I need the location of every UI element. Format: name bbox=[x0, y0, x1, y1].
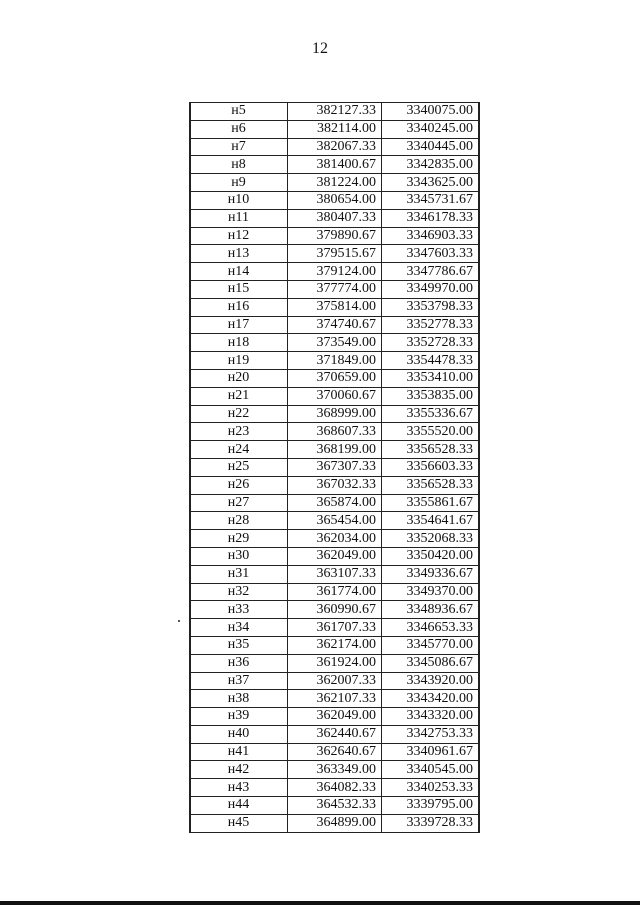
x-coordinate-cell: 370659.00 bbox=[288, 369, 382, 387]
y-coordinate-cell: 3340253.33 bbox=[382, 779, 480, 797]
point-id-cell: н6 bbox=[190, 120, 288, 138]
point-id-cell: н37 bbox=[190, 672, 288, 690]
table-row bbox=[190, 156, 479, 174]
table-row bbox=[190, 191, 479, 209]
x-coordinate-cell: 373549.00 bbox=[288, 334, 382, 352]
x-coordinate-cell: 382067.33 bbox=[288, 138, 382, 156]
point-id-cell: н7 bbox=[190, 138, 288, 156]
y-coordinate-cell: 3340445.00 bbox=[382, 138, 480, 156]
x-coordinate-cell: 374740.67 bbox=[288, 316, 382, 334]
x-coordinate-cell: 379515.67 bbox=[288, 245, 382, 263]
scan-speck bbox=[178, 620, 180, 622]
table-row bbox=[190, 601, 479, 619]
point-id-cell: н11 bbox=[190, 209, 288, 227]
y-coordinate-cell: 3352728.33 bbox=[382, 334, 480, 352]
y-coordinate-cell: 3343320.00 bbox=[382, 708, 480, 726]
point-id-cell: н14 bbox=[190, 263, 288, 281]
x-coordinate-cell: 382114.00 bbox=[288, 120, 382, 138]
point-id-cell: н20 bbox=[190, 369, 288, 387]
point-id-cell: н16 bbox=[190, 298, 288, 316]
y-coordinate-cell: 3342753.33 bbox=[382, 725, 480, 743]
point-id-cell: н32 bbox=[190, 583, 288, 601]
x-coordinate-cell: 379890.67 bbox=[288, 227, 382, 245]
x-coordinate-cell: 362049.00 bbox=[288, 547, 382, 565]
table-row bbox=[190, 369, 479, 387]
point-id-cell: н22 bbox=[190, 405, 288, 423]
x-coordinate-cell: 381224.00 bbox=[288, 174, 382, 192]
y-coordinate-cell: 3353835.00 bbox=[382, 387, 480, 405]
x-coordinate-cell: 363349.00 bbox=[288, 761, 382, 779]
y-coordinate-cell: 3339728.33 bbox=[382, 814, 480, 832]
point-id-cell: н12 bbox=[190, 227, 288, 245]
table-row bbox=[190, 761, 479, 779]
x-coordinate-cell: 365454.00 bbox=[288, 512, 382, 530]
point-id-cell: н34 bbox=[190, 619, 288, 637]
coordinates-table-body bbox=[190, 103, 479, 833]
y-coordinate-cell: 3350420.00 bbox=[382, 547, 480, 565]
x-coordinate-cell: 377774.00 bbox=[288, 280, 382, 298]
y-coordinate-cell: 3354641.67 bbox=[382, 512, 480, 530]
table-row bbox=[190, 636, 479, 654]
point-id-cell: н36 bbox=[190, 654, 288, 672]
x-coordinate-cell: 364082.33 bbox=[288, 779, 382, 797]
scan-bottom-edge bbox=[0, 901, 640, 905]
point-id-cell: н38 bbox=[190, 690, 288, 708]
x-coordinate-cell: 362049.00 bbox=[288, 708, 382, 726]
table-row bbox=[190, 174, 479, 192]
point-id-cell: н28 bbox=[190, 512, 288, 530]
y-coordinate-cell: 3346903.33 bbox=[382, 227, 480, 245]
x-coordinate-cell: 368199.00 bbox=[288, 441, 382, 459]
y-coordinate-cell: 3340961.67 bbox=[382, 743, 480, 761]
table-row bbox=[190, 814, 479, 832]
y-coordinate-cell: 3356528.33 bbox=[382, 441, 480, 459]
x-coordinate-cell: 362174.00 bbox=[288, 636, 382, 654]
table-row bbox=[190, 263, 479, 281]
point-id-cell: н31 bbox=[190, 565, 288, 583]
y-coordinate-cell: 3349336.67 bbox=[382, 565, 480, 583]
y-coordinate-cell: 3356603.33 bbox=[382, 458, 480, 476]
y-coordinate-cell: 3349370.00 bbox=[382, 583, 480, 601]
y-coordinate-cell: 3345731.67 bbox=[382, 191, 480, 209]
x-coordinate-cell: 370060.67 bbox=[288, 387, 382, 405]
x-coordinate-cell: 365874.00 bbox=[288, 494, 382, 512]
x-coordinate-cell: 362107.33 bbox=[288, 690, 382, 708]
x-coordinate-cell: 381400.67 bbox=[288, 156, 382, 174]
y-coordinate-cell: 3354478.33 bbox=[382, 352, 480, 370]
point-id-cell: н25 bbox=[190, 458, 288, 476]
point-id-cell: н17 bbox=[190, 316, 288, 334]
x-coordinate-cell: 368607.33 bbox=[288, 423, 382, 441]
table-row bbox=[190, 441, 479, 459]
table-row bbox=[190, 458, 479, 476]
point-id-cell: н40 bbox=[190, 725, 288, 743]
table-row bbox=[190, 797, 479, 815]
y-coordinate-cell: 3347603.33 bbox=[382, 245, 480, 263]
table-row bbox=[190, 227, 479, 245]
table-row bbox=[190, 387, 479, 405]
x-coordinate-cell: 361924.00 bbox=[288, 654, 382, 672]
table-row bbox=[190, 298, 479, 316]
table-row bbox=[190, 619, 479, 637]
point-id-cell: н35 bbox=[190, 636, 288, 654]
table-row bbox=[190, 779, 479, 797]
y-coordinate-cell: 3352068.33 bbox=[382, 530, 480, 548]
x-coordinate-cell: 362640.67 bbox=[288, 743, 382, 761]
table-row bbox=[190, 209, 479, 227]
point-id-cell: н5 bbox=[190, 103, 288, 121]
x-coordinate-cell: 362034.00 bbox=[288, 530, 382, 548]
y-coordinate-cell: 3347786.67 bbox=[382, 263, 480, 281]
table-row bbox=[190, 690, 479, 708]
point-id-cell: н23 bbox=[190, 423, 288, 441]
table-row bbox=[190, 476, 479, 494]
table-row bbox=[190, 743, 479, 761]
x-coordinate-cell: 367307.33 bbox=[288, 458, 382, 476]
x-coordinate-cell: 362007.33 bbox=[288, 672, 382, 690]
y-coordinate-cell: 3343920.00 bbox=[382, 672, 480, 690]
y-coordinate-cell: 3345086.67 bbox=[382, 654, 480, 672]
x-coordinate-cell: 375814.00 bbox=[288, 298, 382, 316]
point-id-cell: н30 bbox=[190, 547, 288, 565]
point-id-cell: н29 bbox=[190, 530, 288, 548]
x-coordinate-cell: 360990.67 bbox=[288, 601, 382, 619]
point-id-cell: н18 bbox=[190, 334, 288, 352]
point-id-cell: н33 bbox=[190, 601, 288, 619]
table-row bbox=[190, 547, 479, 565]
table-row bbox=[190, 583, 479, 601]
table-row bbox=[190, 672, 479, 690]
y-coordinate-cell: 3352778.33 bbox=[382, 316, 480, 334]
point-id-cell: н13 bbox=[190, 245, 288, 263]
x-coordinate-cell: 379124.00 bbox=[288, 263, 382, 281]
point-id-cell: н26 bbox=[190, 476, 288, 494]
y-coordinate-cell: 3349970.00 bbox=[382, 280, 480, 298]
point-id-cell: н27 bbox=[190, 494, 288, 512]
y-coordinate-cell: 3353410.00 bbox=[382, 369, 480, 387]
point-id-cell: н39 bbox=[190, 708, 288, 726]
point-id-cell: н41 bbox=[190, 743, 288, 761]
point-id-cell: н21 bbox=[190, 387, 288, 405]
x-coordinate-cell: 368999.00 bbox=[288, 405, 382, 423]
table-row bbox=[190, 120, 479, 138]
y-coordinate-cell: 3356528.33 bbox=[382, 476, 480, 494]
page-number: 12 bbox=[312, 40, 328, 57]
x-coordinate-cell: 382127.33 bbox=[288, 103, 382, 121]
point-id-cell: н8 bbox=[190, 156, 288, 174]
point-id-cell: н9 bbox=[190, 174, 288, 192]
table-row bbox=[190, 423, 479, 441]
x-coordinate-cell: 361707.33 bbox=[288, 619, 382, 637]
table-row bbox=[190, 334, 479, 352]
point-id-cell: н19 bbox=[190, 352, 288, 370]
point-id-cell: н43 bbox=[190, 779, 288, 797]
point-id-cell: н15 bbox=[190, 280, 288, 298]
y-coordinate-cell: 3340075.00 bbox=[382, 103, 480, 121]
y-coordinate-cell: 3353798.33 bbox=[382, 298, 480, 316]
point-id-cell: н44 bbox=[190, 797, 288, 815]
x-coordinate-cell: 362440.67 bbox=[288, 725, 382, 743]
table-row bbox=[190, 138, 479, 156]
y-coordinate-cell: 3355861.67 bbox=[382, 494, 480, 512]
y-coordinate-cell: 3339795.00 bbox=[382, 797, 480, 815]
table-row bbox=[190, 352, 479, 370]
table-row bbox=[190, 316, 479, 334]
table-row bbox=[190, 725, 479, 743]
point-id-cell: н45 bbox=[190, 814, 288, 832]
point-id-cell: н10 bbox=[190, 191, 288, 209]
x-coordinate-cell: 380407.33 bbox=[288, 209, 382, 227]
x-coordinate-cell: 380654.00 bbox=[288, 191, 382, 209]
y-coordinate-cell: 3345770.00 bbox=[382, 636, 480, 654]
y-coordinate-cell: 3340545.00 bbox=[382, 761, 480, 779]
x-coordinate-cell: 364899.00 bbox=[288, 814, 382, 832]
table-row bbox=[190, 565, 479, 583]
y-coordinate-cell: 3348936.67 bbox=[382, 601, 480, 619]
coordinates-table bbox=[189, 102, 480, 833]
table-row bbox=[190, 494, 479, 512]
x-coordinate-cell: 371849.00 bbox=[288, 352, 382, 370]
x-coordinate-cell: 363107.33 bbox=[288, 565, 382, 583]
x-coordinate-cell: 361774.00 bbox=[288, 583, 382, 601]
y-coordinate-cell: 3340245.00 bbox=[382, 120, 480, 138]
table-row bbox=[190, 512, 479, 530]
table-row bbox=[190, 654, 479, 672]
table-row bbox=[190, 103, 479, 121]
point-id-cell: н24 bbox=[190, 441, 288, 459]
y-coordinate-cell: 3355520.00 bbox=[382, 423, 480, 441]
table-row bbox=[190, 245, 479, 263]
table-row bbox=[190, 280, 479, 298]
point-id-cell: н42 bbox=[190, 761, 288, 779]
x-coordinate-cell: 364532.33 bbox=[288, 797, 382, 815]
y-coordinate-cell: 3343420.00 bbox=[382, 690, 480, 708]
y-coordinate-cell: 3355336.67 bbox=[382, 405, 480, 423]
table-row bbox=[190, 405, 479, 423]
y-coordinate-cell: 3346178.33 bbox=[382, 209, 480, 227]
y-coordinate-cell: 3346653.33 bbox=[382, 619, 480, 637]
x-coordinate-cell: 367032.33 bbox=[288, 476, 382, 494]
y-coordinate-cell: 3342835.00 bbox=[382, 156, 480, 174]
y-coordinate-cell: 3343625.00 bbox=[382, 174, 480, 192]
table-row bbox=[190, 708, 479, 726]
table-row bbox=[190, 530, 479, 548]
